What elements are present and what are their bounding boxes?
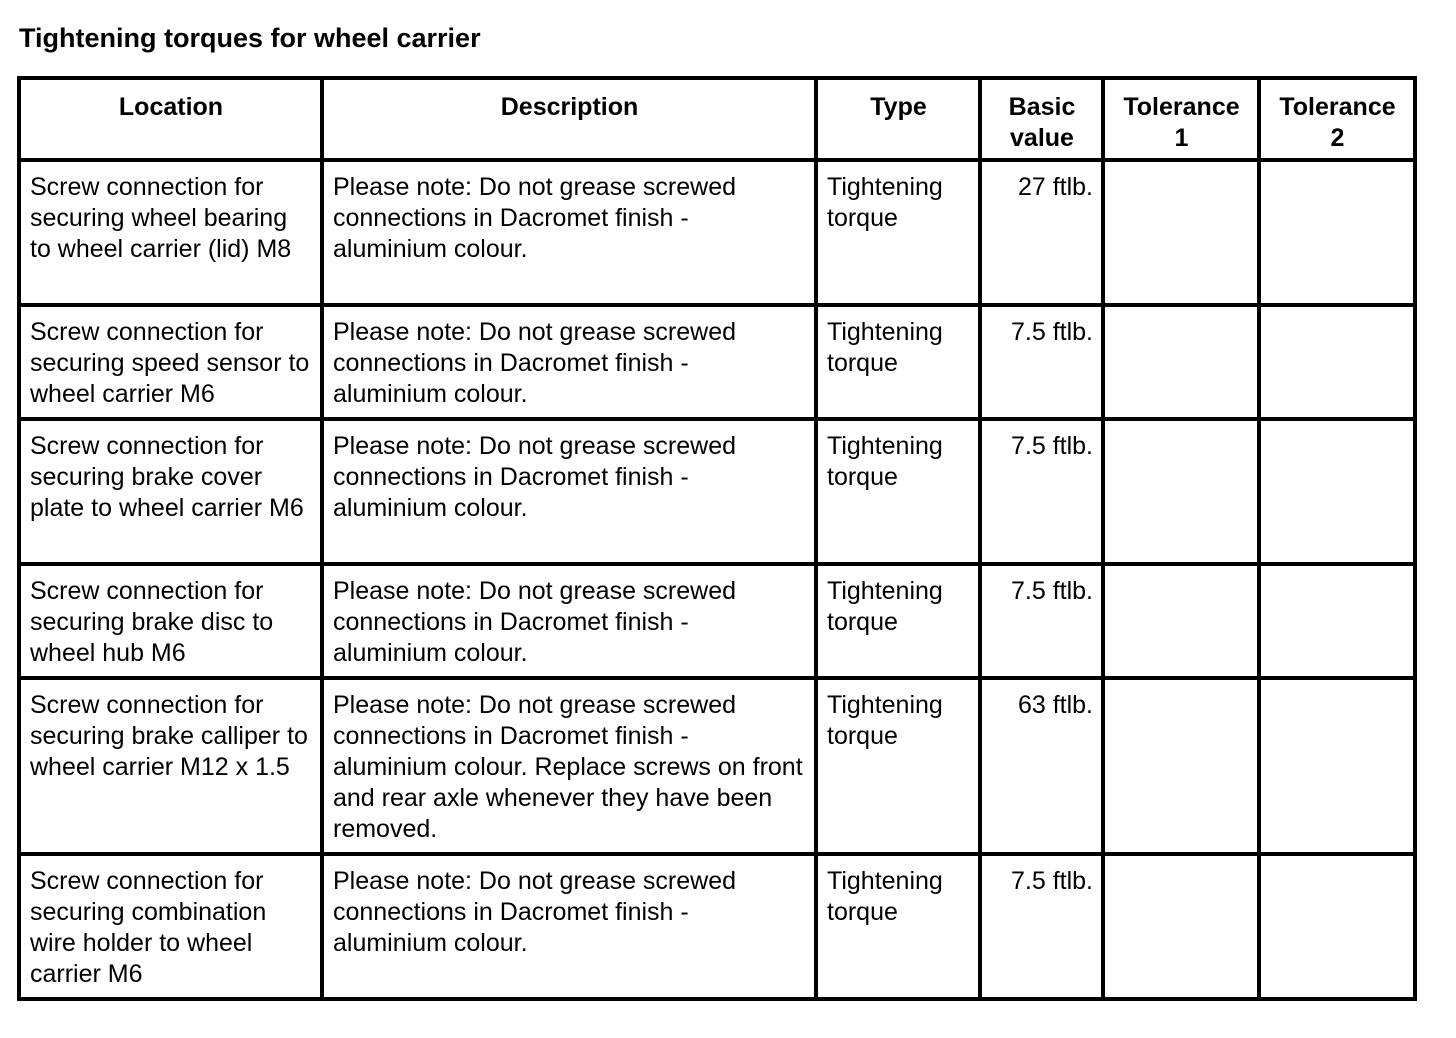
cell-location: Screw connection for securing wheel bearing to wheel carrier (lid) M8 (19, 160, 322, 305)
cell-type: Tightening torque (816, 678, 980, 854)
torque-table (17, 76, 1417, 1001)
cell-location: Screw connection for securing brake disc to wheel hub M6 (19, 564, 322, 678)
cell-location: Screw connection for securing speed sensor to wheel carrier M6 (19, 305, 322, 419)
header-basic-value: Basic value (980, 78, 1103, 160)
cell-description: Please note: Do not grease screwed connections in Dacromet finish - aluminium colour. (322, 854, 816, 999)
table-row (19, 678, 1415, 854)
cell-tolerance-2 (1259, 305, 1415, 419)
table-row (19, 419, 1415, 564)
table-row (19, 305, 1415, 419)
cell-description: Please note: Do not grease screwed connections in Dacromet finish - aluminium colour. (322, 564, 816, 678)
header-tolerance-1: Tolerance 1 (1103, 78, 1259, 160)
table-row (19, 564, 1415, 678)
table-header-row (19, 78, 1415, 160)
cell-type: Tightening torque (816, 854, 980, 999)
cell-tolerance-1 (1103, 678, 1259, 854)
cell-basic-value: 7.5 ftlb. (980, 305, 1103, 419)
cell-location: Screw connection for securing brake cover plate to wheel carrier M6 (19, 419, 322, 564)
cell-tolerance-2 (1259, 160, 1415, 305)
cell-description: Please note: Do not grease screwed connections in Dacromet finish - aluminium colour. (322, 305, 816, 419)
cell-type: Tightening torque (816, 564, 980, 678)
cell-tolerance-1 (1103, 305, 1259, 419)
cell-location: Screw connection for securing brake calliper to wheel carrier M12 x 1.5 (19, 678, 322, 854)
cell-description: Please note: Do not grease screwed connections in Dacromet finish - aluminium colour. (322, 419, 816, 564)
page-title: Tightening torques for wheel carrier (19, 23, 481, 53)
cell-basic-value: 7.5 ftlb. (980, 419, 1103, 564)
cell-type: Tightening torque (816, 305, 980, 419)
cell-tolerance-1 (1103, 564, 1259, 678)
cell-tolerance-1 (1103, 419, 1259, 564)
table-row (19, 854, 1415, 999)
header-type: Type (816, 78, 980, 160)
cell-type: Tightening torque (816, 419, 980, 564)
cell-description: Please note: Do not grease screwed connections in Dacromet finish - aluminium colour. (322, 160, 816, 305)
cell-tolerance-2 (1259, 854, 1415, 999)
cell-basic-value: 27 ftlb. (980, 160, 1103, 305)
cell-tolerance-2 (1259, 564, 1415, 678)
cell-basic-value: 63 ftlb. (980, 678, 1103, 854)
cell-tolerance-2 (1259, 678, 1415, 854)
cell-basic-value: 7.5 ftlb. (980, 564, 1103, 678)
cell-tolerance-1 (1103, 160, 1259, 305)
cell-tolerance-1 (1103, 854, 1259, 999)
cell-location: Screw connection for securing combination wire holder to wheel carrier M6 (19, 854, 322, 999)
cell-type: Tightening torque (816, 160, 980, 305)
header-tolerance-2: Tolerance 2 (1259, 78, 1415, 160)
header-description: Description (322, 78, 816, 160)
table-row (19, 160, 1415, 305)
cell-description: Please note: Do not grease screwed connections in Dacromet finish - aluminium colour. Replace screws on front and rear axle whenever they have been removed. (322, 678, 816, 854)
cell-tolerance-2 (1259, 419, 1415, 564)
header-location: Location (19, 78, 322, 160)
cell-basic-value: 7.5 ftlb. (980, 854, 1103, 999)
